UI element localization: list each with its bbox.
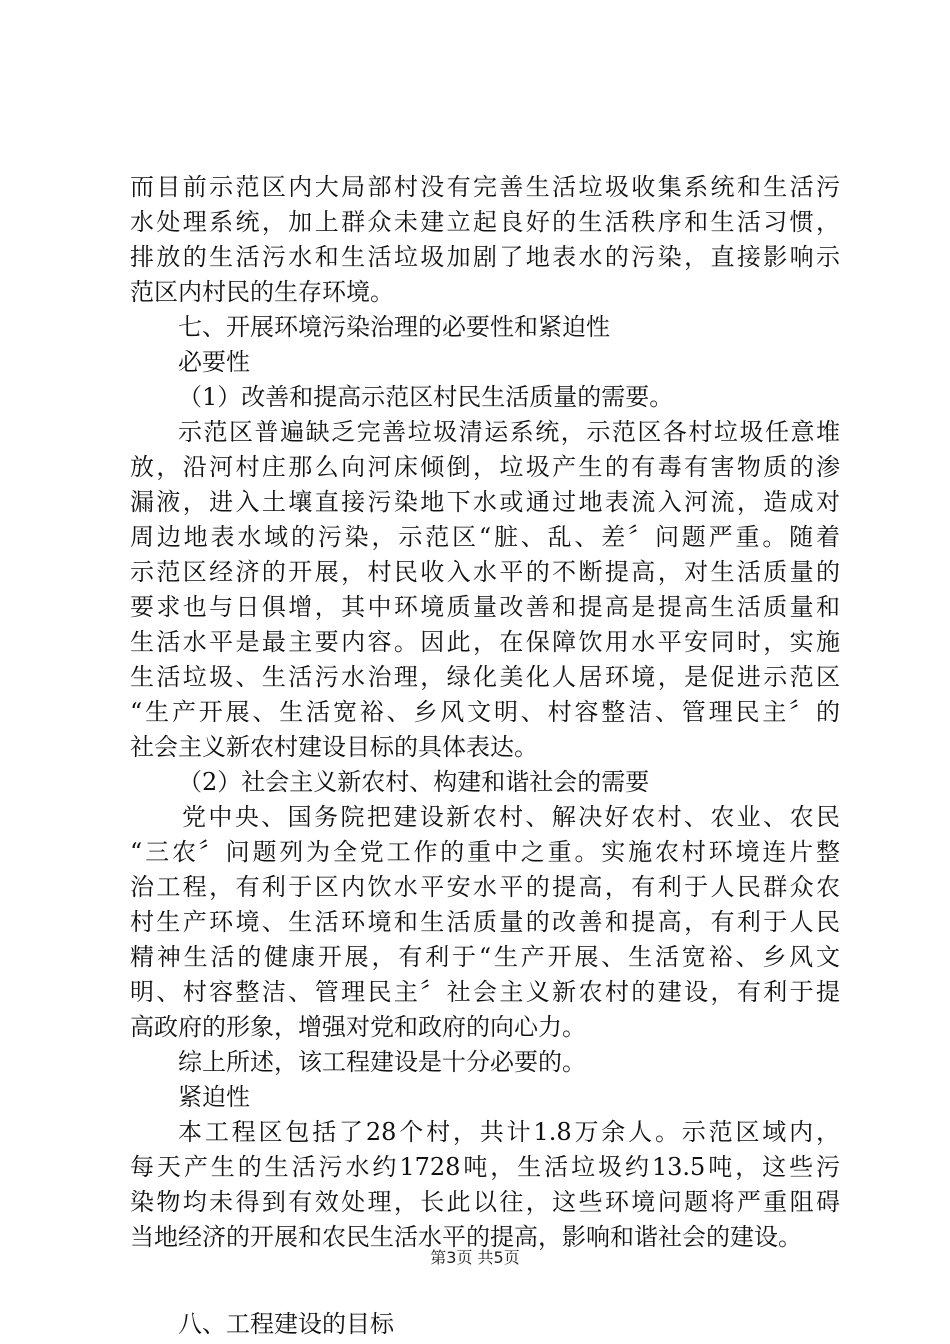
text-line: 周边地表水域的污染，示范区“脏、乱、差〞问题严重。随着 xyxy=(130,523,840,551)
text-line: 村生产环境、生活环境和生活质量的改善和提高，有利于人民 xyxy=(130,908,840,936)
subheading-urgency: 紧迫性 xyxy=(178,1083,250,1111)
section-heading-8: 八、工程建设的目标 xyxy=(178,1310,394,1338)
summary-line: 综上所述，该工程建设是十分必要的。 xyxy=(178,1048,586,1076)
text-line: 染物均未得到有效处理，长此以往，这些环境问题将严重阻碍 xyxy=(130,1188,840,1216)
subheading-necessity: 必要性 xyxy=(178,348,250,376)
item-heading-2: （2）社会主义新农村、构建和谐社会的需要 xyxy=(178,768,650,796)
text-line: 社会主义新农村建设目标的具体表达。 xyxy=(130,733,538,761)
text-line: 精神生活的健康开展，有利于“生产开展、生活宽裕、乡风文 xyxy=(130,943,840,971)
document-body xyxy=(130,170,840,1342)
text-line: 每天产生的生活污水约1728吨，生活垃圾约13.5吨，这些污 xyxy=(130,1153,840,1181)
item-heading-1: （1）改善和提高示范区村民生活质量的需要。 xyxy=(178,383,674,411)
text-line: 要求也与日俱增，其中环境质量改善和提高是提高生活质量和 xyxy=(130,593,840,621)
text-line: 而目前示范区内大局部村没有完善生活垃圾收集系统和生活污 xyxy=(130,173,840,201)
text-line: 示范区经济的开展，村民收入水平的不断提高，对生活质量的 xyxy=(130,558,840,586)
text-line: 漏液，进入土壤直接污染地下水或通过地表流入河流，造成对 xyxy=(130,488,840,516)
text-line: 范区内村民的生存环境。 xyxy=(130,278,394,306)
text-line: 治工程，有利于区内饮水平安水平的提高，有利于人民群众农 xyxy=(130,873,840,901)
text-line: 明、村容整洁、管理民主〞社会主义新农村的建设，有利于提 xyxy=(130,978,840,1006)
page-number-footer: 第3页 共5页 xyxy=(430,1248,520,1267)
text-line: 示范区普遍缺乏完善垃圾清运系统，示范区各村垃圾任意堆 xyxy=(178,418,840,446)
paragraph-necessity-1 xyxy=(130,415,840,765)
text-line: 高政府的形象，增强对党和政府的向心力。 xyxy=(130,1013,586,1041)
text-line: 生活垃圾、生活污水治理，绿化美化人居环境，是促进示范区 xyxy=(130,663,840,691)
paragraph-urgency xyxy=(130,1115,840,1255)
text-line: 水处理系统，加上群众未建立起良好的生活秩序和生活习惯， xyxy=(130,208,840,236)
text-line: 排放的生活污水和生活垃圾加剧了地表水的污染，直接影响示 xyxy=(130,243,840,271)
paragraph-necessity-2 xyxy=(130,800,840,1045)
paragraph-intro xyxy=(130,170,840,310)
section-heading-7: 七、开展环境污染治理的必要性和紧迫性 xyxy=(178,313,610,341)
text-line: 本工程区包括了28个村，共计1.8万余人。示范区域内， xyxy=(178,1118,840,1146)
text-line: 生活水平是最主要内容。因此，在保障饮用水平安同时，实施 xyxy=(130,628,840,656)
text-line: “三农〞问题列为全党工作的重中之重。实施农村环境连片整 xyxy=(130,838,840,866)
text-line: 党中央、国务院把建设新农村、解决好农村、农业、农民 xyxy=(182,803,840,831)
text-line: 当地经济的开展和农民生活水平的提高，影响和谐社会的建设。 xyxy=(130,1223,802,1251)
text-line: “生产开展、生活宽裕、乡风文明、村容整洁、管理民主〞的 xyxy=(130,698,840,726)
text-line: 放，沿河村庄那么向河床倾倒，垃圾产生的有毒有害物质的渗 xyxy=(130,453,840,481)
